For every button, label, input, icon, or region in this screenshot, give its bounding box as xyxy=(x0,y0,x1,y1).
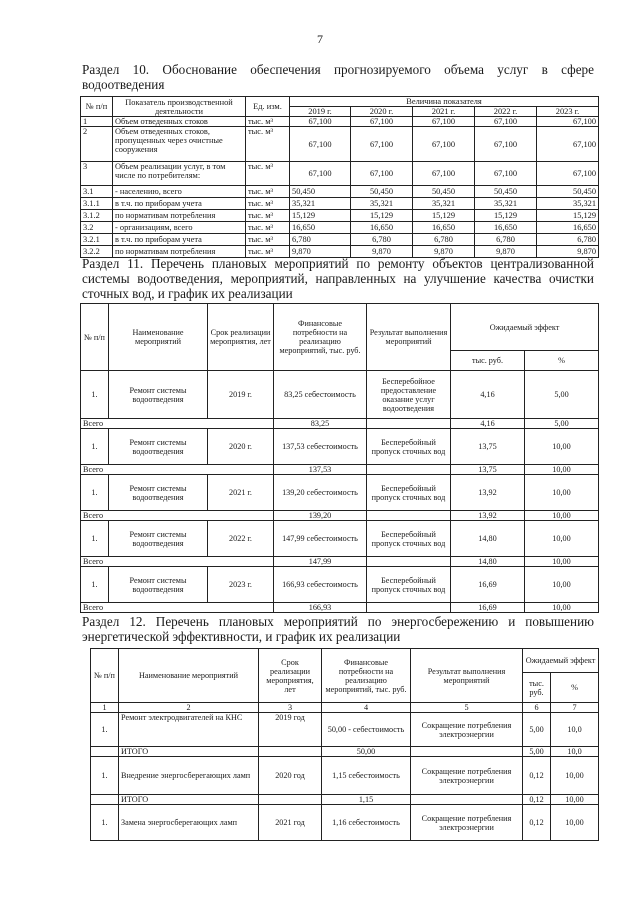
row-year: 2020 г. xyxy=(208,429,274,465)
row-name: Объем отведенных стоков, пропущенных через очистные сооружения xyxy=(113,127,246,162)
header-term: Срок реализации мероприятия, лет xyxy=(259,649,322,703)
row-num: 3 xyxy=(81,162,113,186)
header-num: № п/п xyxy=(81,304,109,371)
col-number: 6 xyxy=(523,703,551,713)
row-result: Бесперебойный пропуск сточных вод xyxy=(367,475,451,511)
total-need: 83,25 xyxy=(274,419,367,429)
row-num: 1. xyxy=(81,521,109,557)
row-num: 1 xyxy=(81,117,113,127)
row-num: 1. xyxy=(81,567,109,603)
row-pct: 10,00 xyxy=(551,757,599,795)
row-value: 67,100 xyxy=(351,127,413,162)
header-need: Финансовые потребности на реализацию мероприятий, тыс. руб. xyxy=(322,649,411,703)
section10-heading: Раздел 10. Обоснование обеспечения прогнозируемого объема услуг в сфере водоотведения xyxy=(82,62,594,92)
row-value: 6,780 xyxy=(537,234,599,246)
header-effect: Ожидаемый эффект xyxy=(523,649,599,673)
row-unit: тыс. м³ xyxy=(246,127,290,162)
total-row xyxy=(91,747,599,757)
col-number: 7 xyxy=(551,703,599,713)
row-year: 2019 год xyxy=(259,713,322,747)
section11-table xyxy=(80,303,599,613)
row-value: 35,321 xyxy=(475,198,537,210)
row-value: 67,100 xyxy=(290,117,351,127)
row-name: по нормативам потребления xyxy=(113,246,246,258)
row-value: 9,870 xyxy=(413,246,475,258)
total-rub: 0,12 xyxy=(523,795,551,805)
total-pct: 10,00 xyxy=(525,557,599,567)
row-result: Бесперебойное предоставление оказание услуг водоотведения xyxy=(367,371,451,419)
row-value: 67,100 xyxy=(537,127,599,162)
table-row xyxy=(81,198,599,210)
row-pct: 10,00 xyxy=(525,429,599,465)
row-value: 15,129 xyxy=(475,210,537,222)
total-row xyxy=(81,511,599,521)
header-effect-rub: тыс. руб. xyxy=(451,351,525,371)
section12-heading: Раздел 12. Перечень плановых мероприятий по энергосбережению и повышению энергетической эффективности, и график их реализации xyxy=(82,614,594,644)
total-result xyxy=(411,747,523,757)
total-num xyxy=(91,747,119,757)
row-num: 1. xyxy=(91,757,119,795)
row-value: 6,780 xyxy=(413,234,475,246)
total-need: 1,15 xyxy=(322,795,411,805)
row-need: 137,53 себестоимость xyxy=(274,429,367,465)
total-need: 139,20 xyxy=(274,511,367,521)
row-name: Ремонт системы водоотведения xyxy=(109,371,208,419)
table-row xyxy=(81,162,599,186)
row-pct: 10,0 xyxy=(551,713,599,747)
section11-heading: Раздел 11. Перечень плановых мероприятий по ремонту объектов централизованной системы водоотведения, мероприятий, направленных на улучшение качества очистки сточных вод, и график их реализации xyxy=(82,256,594,301)
row-value: 67,100 xyxy=(290,162,351,186)
total-pct: 10,00 xyxy=(525,465,599,475)
row-name: Ремонт системы водоотведения xyxy=(109,521,208,557)
table-row xyxy=(81,117,599,127)
col-number: 2 xyxy=(119,703,259,713)
row-rub: 16,69 xyxy=(451,567,525,603)
header-values: Величина показателя xyxy=(290,97,599,107)
header-year: 2022 г. xyxy=(475,107,537,117)
row-unit: тыс. м³ xyxy=(246,246,290,258)
table-row xyxy=(81,521,599,557)
row-result: Сокращение потребления электроэнергии xyxy=(411,805,523,841)
total-pct: 10,0 xyxy=(551,747,599,757)
total-rub: 14,80 xyxy=(451,557,525,567)
total-result xyxy=(367,465,451,475)
total-need: 137,53 xyxy=(274,465,367,475)
header-effect-rub: тыс. руб. xyxy=(523,673,551,703)
total-row xyxy=(81,419,599,429)
total-year xyxy=(259,747,322,757)
row-result: Бесперебойный пропуск сточных вод xyxy=(367,521,451,557)
row-rub: 0,12 xyxy=(523,805,551,841)
total-label: Всего xyxy=(81,465,274,475)
row-num: 1. xyxy=(81,371,109,419)
row-num: 3.2 xyxy=(81,222,113,234)
total-label: ИТОГО xyxy=(119,795,259,805)
row-value: 9,870 xyxy=(351,246,413,258)
total-rub: 16,69 xyxy=(451,603,525,613)
row-unit: тыс. м³ xyxy=(246,234,290,246)
row-unit: тыс. м³ xyxy=(246,198,290,210)
row-value: 67,100 xyxy=(475,117,537,127)
row-value: 9,870 xyxy=(475,246,537,258)
row-value: 16,650 xyxy=(351,222,413,234)
col-number: 1 xyxy=(91,703,119,713)
row-value: 67,100 xyxy=(351,117,413,127)
row-value: 9,870 xyxy=(537,246,599,258)
total-result xyxy=(367,419,451,429)
row-rub: 13,92 xyxy=(451,475,525,511)
table-row xyxy=(81,210,599,222)
row-name: Ремонт электродвигателей на КНС xyxy=(119,713,259,747)
header-indicator: Показатель производственной деятельности xyxy=(113,97,246,117)
row-unit: тыс. м³ xyxy=(246,162,290,186)
row-name: Объем реализации услуг, в том числе по потребителям: xyxy=(113,162,246,186)
row-value: 67,100 xyxy=(537,162,599,186)
row-value: 16,650 xyxy=(537,222,599,234)
row-rub: 4,16 xyxy=(451,371,525,419)
header-num: № п/п xyxy=(91,649,119,703)
table-row xyxy=(81,222,599,234)
row-num: 3.1.2 xyxy=(81,210,113,222)
total-num xyxy=(91,795,119,805)
total-label: Всего xyxy=(81,511,274,521)
row-name: Внедрение энергосберегающих ламп xyxy=(119,757,259,795)
row-year: 2021 год xyxy=(259,805,322,841)
header-term: Срок реализации мероприятия, лет xyxy=(208,304,274,371)
header-effect-pct: % xyxy=(525,351,599,371)
header-year: 2020 г. xyxy=(351,107,413,117)
table-row xyxy=(81,567,599,603)
row-pct: 10,00 xyxy=(551,805,599,841)
table-row xyxy=(91,713,599,747)
row-need: 1,16 себестоимость xyxy=(322,805,411,841)
row-value: 15,129 xyxy=(413,210,475,222)
row-num: 1. xyxy=(81,429,109,465)
row-value: 67,100 xyxy=(537,117,599,127)
row-num: 1. xyxy=(91,805,119,841)
row-need: 50,00 - себестоимость xyxy=(322,713,411,747)
total-rub: 13,92 xyxy=(451,511,525,521)
table-row xyxy=(81,234,599,246)
header-year: 2023 г. xyxy=(537,107,599,117)
column-numbers-row xyxy=(91,703,599,713)
row-num: 3.1 xyxy=(81,186,113,198)
total-result xyxy=(367,603,451,613)
row-year: 2021 г. xyxy=(208,475,274,511)
row-value: 6,780 xyxy=(475,234,537,246)
row-name: Ремонт системы водоотведения xyxy=(109,475,208,511)
row-result: Сокращение потребления электроэнергии xyxy=(411,713,523,747)
row-name: Ремонт системы водоотведения xyxy=(109,567,208,603)
row-need: 139,20 себестоимость xyxy=(274,475,367,511)
section12-table xyxy=(90,648,599,841)
total-need: 166,93 xyxy=(274,603,367,613)
row-name: - населению, всего xyxy=(113,186,246,198)
row-num: 2 xyxy=(81,127,113,162)
total-row xyxy=(81,557,599,567)
row-name: Объем отведенных стоков xyxy=(113,117,246,127)
row-name: - организациям, всего xyxy=(113,222,246,234)
row-unit: тыс. м³ xyxy=(246,210,290,222)
row-value: 67,100 xyxy=(351,162,413,186)
row-value: 67,100 xyxy=(290,127,351,162)
header-result: Результат выполнения мероприятий xyxy=(411,649,523,703)
table-row xyxy=(81,371,599,419)
row-value: 16,650 xyxy=(413,222,475,234)
total-row xyxy=(81,465,599,475)
row-unit: тыс. м³ xyxy=(246,117,290,127)
row-pct: 10,00 xyxy=(525,521,599,557)
row-result: Бесперебойный пропуск сточных вод xyxy=(367,429,451,465)
table-row xyxy=(91,757,599,795)
row-name: в т.ч. по приборам учета xyxy=(113,234,246,246)
page-number: 7 xyxy=(317,32,323,46)
row-need: 166,93 себестоимость xyxy=(274,567,367,603)
total-pct: 10,00 xyxy=(525,603,599,613)
row-result: Бесперебойный пропуск сточных вод xyxy=(367,567,451,603)
row-pct: 10,00 xyxy=(525,475,599,511)
header-need: Финансовые потребности на реализацию мероприятий, тыс. руб. xyxy=(274,304,367,371)
row-unit: тыс. м³ xyxy=(246,186,290,198)
header-year: 2021 г. xyxy=(413,107,475,117)
row-year: 2023 г. xyxy=(208,567,274,603)
row-pct: 5,00 xyxy=(525,371,599,419)
row-value: 15,129 xyxy=(351,210,413,222)
row-value: 50,450 xyxy=(351,186,413,198)
total-year xyxy=(259,795,322,805)
total-row xyxy=(91,795,599,805)
total-label: ИТОГО xyxy=(119,747,259,757)
row-year: 2022 г. xyxy=(208,521,274,557)
row-value: 9,870 xyxy=(290,246,351,258)
total-pct: 10,00 xyxy=(525,511,599,521)
row-rub: 14,80 xyxy=(451,521,525,557)
section10-table xyxy=(80,96,599,258)
total-row xyxy=(81,603,599,613)
total-rub: 5,00 xyxy=(523,747,551,757)
row-value: 6,780 xyxy=(290,234,351,246)
row-unit: тыс. м³ xyxy=(246,222,290,234)
row-value: 16,650 xyxy=(290,222,351,234)
row-value: 16,650 xyxy=(475,222,537,234)
row-need: 1,15 себестоимость xyxy=(322,757,411,795)
total-rub: 13,75 xyxy=(451,465,525,475)
total-need: 50,00 xyxy=(322,747,411,757)
header-effect: Ожидаемый эффект xyxy=(451,304,599,351)
row-rub: 0,12 xyxy=(523,757,551,795)
total-label: Всего xyxy=(81,557,274,567)
header-name: Наименование мероприятий xyxy=(109,304,208,371)
table-row xyxy=(81,429,599,465)
total-need: 147,99 xyxy=(274,557,367,567)
row-name: в т.ч. по приборам учета xyxy=(113,198,246,210)
col-number: 4 xyxy=(322,703,411,713)
total-pct: 5,00 xyxy=(525,419,599,429)
total-result xyxy=(411,795,523,805)
col-number: 5 xyxy=(411,703,523,713)
table-row xyxy=(81,186,599,198)
header-effect-pct: % xyxy=(551,673,599,703)
table-row xyxy=(81,475,599,511)
row-name: по нормативам потребления xyxy=(113,210,246,222)
row-rub: 13,75 xyxy=(451,429,525,465)
row-name: Замена энергосберегающих ламп xyxy=(119,805,259,841)
row-value: 15,129 xyxy=(537,210,599,222)
row-value: 35,321 xyxy=(537,198,599,210)
header-name: Наименование мероприятий xyxy=(119,649,259,703)
row-value: 50,450 xyxy=(290,186,351,198)
row-need: 83,25 себестоимость xyxy=(274,371,367,419)
row-num: 1. xyxy=(91,713,119,747)
row-num: 3.2.2 xyxy=(81,246,113,258)
row-value: 50,450 xyxy=(413,186,475,198)
row-need: 147,99 себестоимость xyxy=(274,521,367,557)
row-value: 67,100 xyxy=(413,127,475,162)
row-pct: 10,00 xyxy=(525,567,599,603)
row-num: 3.2.1 xyxy=(81,234,113,246)
header-result: Результат выполнения мероприятий xyxy=(367,304,451,371)
header-num: № п/п xyxy=(81,97,113,117)
row-rub: 5,00 xyxy=(523,713,551,747)
row-value: 35,321 xyxy=(413,198,475,210)
row-year: 2020 год xyxy=(259,757,322,795)
row-year: 2019 г. xyxy=(208,371,274,419)
row-value: 67,100 xyxy=(413,162,475,186)
row-value: 6,780 xyxy=(351,234,413,246)
col-number: 3 xyxy=(259,703,322,713)
row-value: 35,321 xyxy=(290,198,351,210)
header-unit: Ед. изм. xyxy=(246,97,290,117)
total-result xyxy=(367,511,451,521)
row-name: Ремонт системы водоотведения xyxy=(109,429,208,465)
row-value: 67,100 xyxy=(413,117,475,127)
total-pct: 10,00 xyxy=(551,795,599,805)
row-num: 1. xyxy=(81,475,109,511)
row-value: 15,129 xyxy=(290,210,351,222)
total-rub: 4,16 xyxy=(451,419,525,429)
header-year: 2019 г. xyxy=(290,107,351,117)
row-num: 3.1.1 xyxy=(81,198,113,210)
row-value: 35,321 xyxy=(351,198,413,210)
row-result: Сокращение потребления электроэнергии xyxy=(411,757,523,795)
row-value: 67,100 xyxy=(475,162,537,186)
table-row xyxy=(81,127,599,162)
row-value: 67,100 xyxy=(475,127,537,162)
row-value: 50,450 xyxy=(537,186,599,198)
row-value: 50,450 xyxy=(475,186,537,198)
table-row xyxy=(91,805,599,841)
total-label: Всего xyxy=(81,419,274,429)
total-result xyxy=(367,557,451,567)
total-label: Всего xyxy=(81,603,274,613)
